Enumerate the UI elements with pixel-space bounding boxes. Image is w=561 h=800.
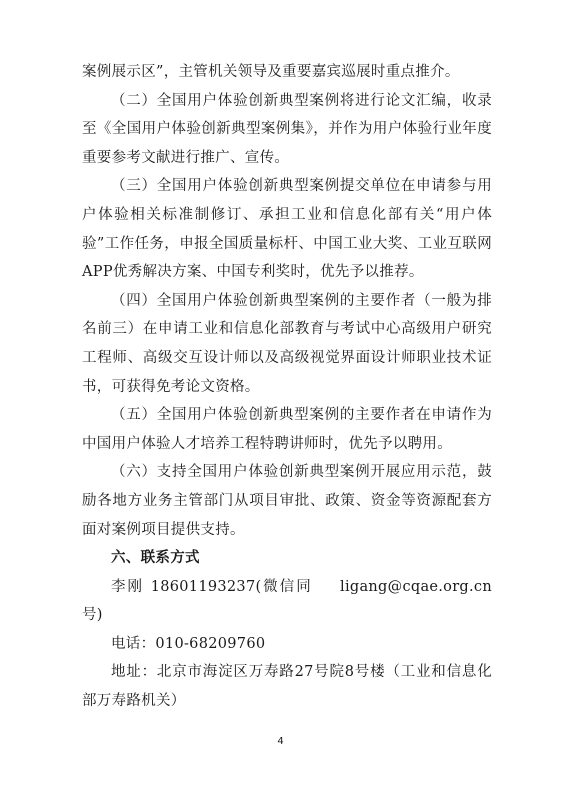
paragraph-item-6: （六）支持全国用户体验创新典型案例开展应用示范，鼓励各地方业务主管部门从项目审批、政策、资金等资源配套方面对案例项目提供支持。 — [82, 464, 492, 538]
contact-address: 地址：北京市海淀区万寿路27号院8号楼（工业和信息化部万寿路机关） — [82, 664, 492, 710]
paragraph-item-4: （四）全国用户体验创新典型案例的主要作者（一般为排名前三）在申请工业和信息化部教育与考试中心高级用户研究工程师、高级交互设计师以及高级视觉界面设计师职业技术证书，可获得免考论文资格。 — [82, 292, 492, 395]
contact-line — [82, 573, 492, 630]
page-number: 4 — [277, 736, 284, 747]
contact-telephone: 电话：010-68209760 — [111, 635, 266, 652]
document-body — [82, 58, 492, 716]
contact-name-phone: 李刚 18601193237(微信同号) — [82, 578, 312, 624]
paragraph-case-showcase: 案例展示区”，主管机关领导及重要嘉宾巡展时重点推介。 — [82, 64, 460, 80]
paragraph-item-5: （五）全国用户体验创新典型案例的主要作者在申请作为中国用户体验人才培养工程特聘讲师时，优先予以聘用。 — [82, 407, 492, 452]
section-heading-contact: 六、联系方式 — [111, 550, 200, 567]
contact-email-link[interactable]: ligang@cqae.org.cn — [340, 578, 492, 595]
paragraph-item-2: （二）全国用户体验创新典型案例将进行论文汇编，收录至《全国用户体验创新典型案例集》，并作为用户体验行业年度重要参考文献进行推广、宣传。 — [82, 92, 492, 166]
paragraph-item-3: （三）全国用户体验创新典型案例提交单位在申请参与用户体验相关标准制修订、承担工业和信息化部有关“用户体验”工作任务，申报全国质量标杆、中国工业大奖、工业互联网APP优秀解决方案、中国专利奖时，优先予以推荐。 — [82, 178, 492, 281]
